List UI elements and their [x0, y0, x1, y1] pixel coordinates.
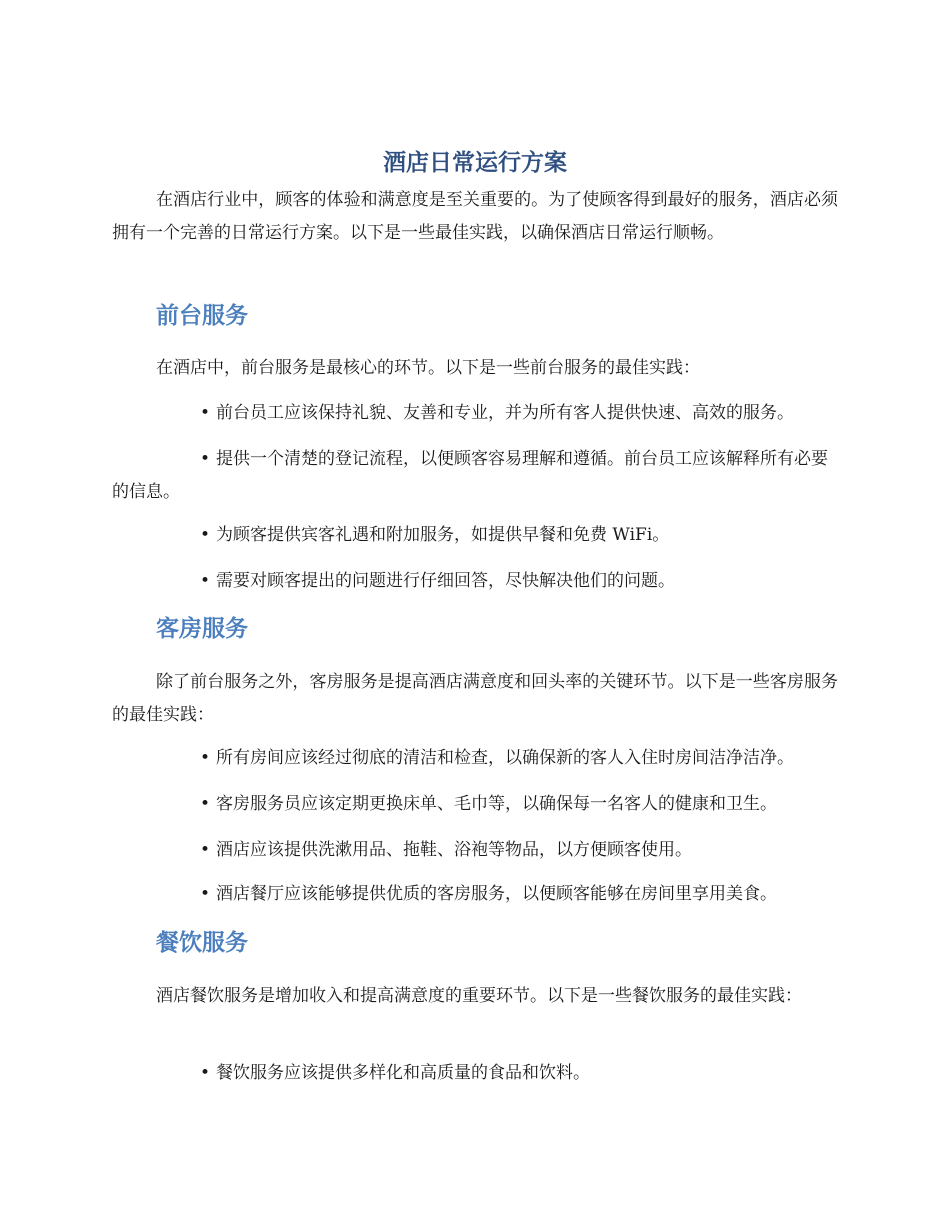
section-heading-dining: 餐饮服务	[156, 930, 248, 956]
list-item: • 餐饮服务应该提供多样化和高质量的食品和饮料。	[112, 1057, 838, 1090]
bullet-icon: •	[200, 840, 211, 860]
list-item: • 酒店餐厅应该能够提供优质的客房服务，以便顾客能够在房间里享用美食。	[112, 878, 838, 911]
list-item: • 提供一个清楚的登记流程，以便顾客容易理解和遵循。前台员工应该解释所有必要的信息。	[112, 443, 838, 509]
bullet-icon: •	[200, 525, 211, 545]
list-item: • 客房服务员应该定期更换床单、毛巾等，以确保每一名客人的健康和卫生。	[112, 788, 838, 821]
bullet-icon: •	[200, 403, 211, 423]
section-intro-front-desk: 在酒店中，前台服务是最核心的环节。以下是一些前台服务的最佳实践：	[156, 358, 700, 378]
bullet-icon: •	[200, 794, 211, 814]
bullet-icon: •	[200, 1063, 211, 1083]
list-item: • 为顾客提供宾客礼遇和附加服务，如提供早餐和免费 WiFi。	[112, 519, 838, 552]
list-item: • 所有房间应该经过彻底的清洁和检查，以确保新的客人入住时房间洁净洁净。	[112, 742, 838, 775]
document-title: 酒店日常运行方案	[383, 150, 567, 176]
bullet-icon: •	[200, 571, 211, 591]
list-item: • 酒店应该提供洗漱用品、拖鞋、浴袍等物品，以方便顾客使用。	[112, 834, 838, 867]
bullet-icon: •	[200, 884, 211, 904]
bullet-icon: •	[200, 449, 211, 469]
section-intro-dining: 酒店餐饮服务是增加收入和提高满意度的重要环节。以下是一些餐饮服务的最佳实践：	[156, 986, 802, 1006]
section-heading-front-desk: 前台服务	[156, 303, 248, 329]
section-heading-housekeeping: 客房服务	[156, 616, 248, 642]
intro-paragraph: 在酒店行业中，顾客的体验和满意度是至关重要的。为了使顾客得到最好的服务，酒店必须拥有一个完善的日常运行方案。以下是一些最佳实践，以确保酒店日常运行顺畅。	[112, 190, 838, 243]
list-item: • 需要对顾客提出的问题进行仔细回答，尽快解决他们的问题。	[112, 565, 838, 598]
section-intro-housekeeping: 除了前台服务之外，客房服务是提高酒店满意度和回头率的关键环节。以下是一些客房服务的最佳实践：	[112, 672, 838, 725]
bullet-icon: •	[200, 748, 211, 768]
list-item: • 前台员工应该保持礼貌、友善和专业，并为所有客人提供快速、高效的服务。	[112, 397, 838, 430]
